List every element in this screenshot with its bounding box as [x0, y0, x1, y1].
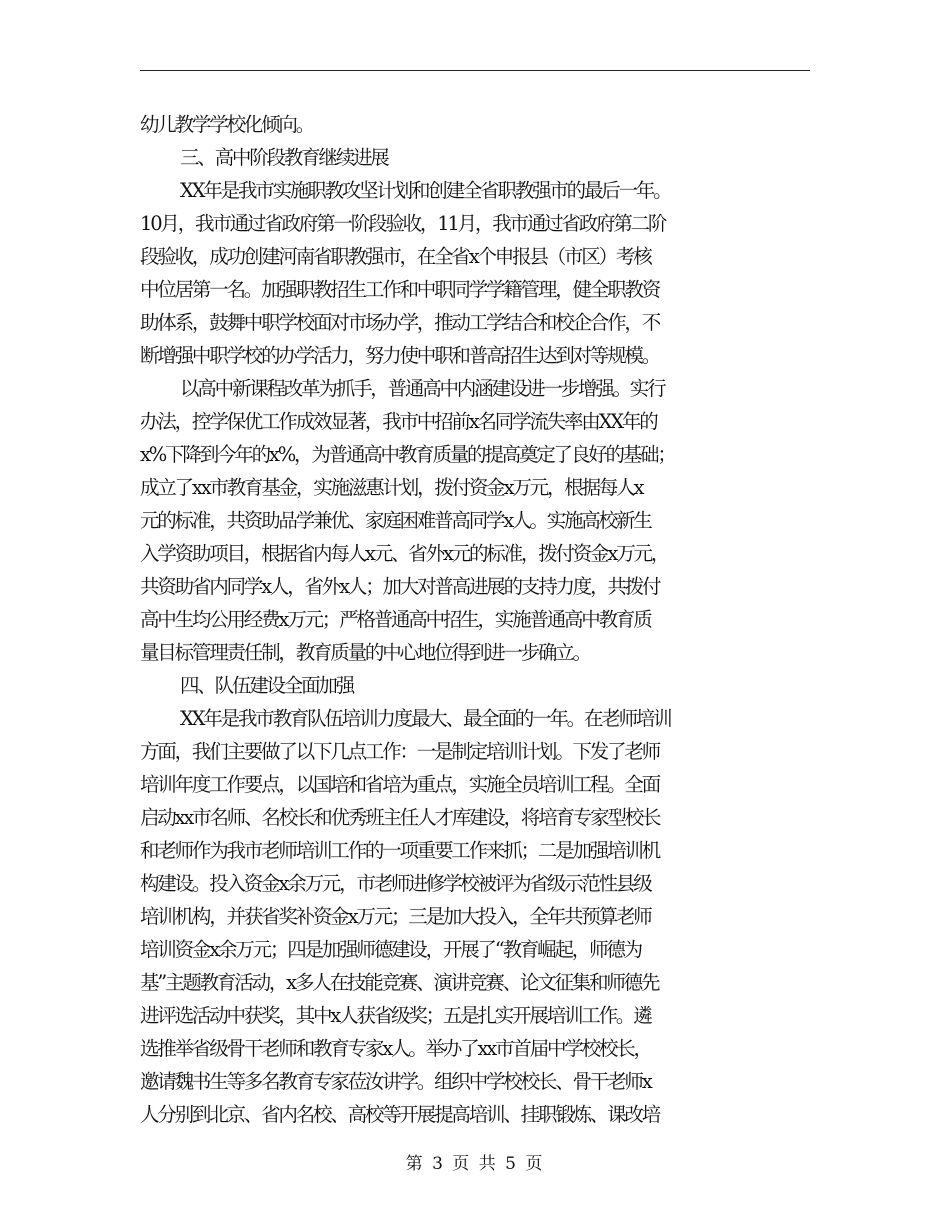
text-line: 量目标管理责任制，教育质量的中心地位得到进一步确立。 — [140, 641, 590, 664]
text-line: 选推举省级骨干老师和教育专家x人。举办了xx市首届中学校校长， — [140, 1037, 651, 1060]
text-line: 构建设。投入资金x余万元，市老师进修学校被评为省级示范性县级 — [140, 872, 651, 895]
text-line: 成立了xx市教育基金，实施滋惠计划，拨付资金x万元，根据每人x — [140, 476, 643, 499]
text-line: 方面，我们主要做了以下几点工作：一是制定培训计划。下发了老师 — [140, 740, 660, 763]
text-line: 助体系，鼓舞中职学校面对市场办学，推动工学结合和校企合作，不 — [140, 311, 660, 334]
page-number: 第 3 页 共 5 页 — [405, 1154, 545, 1174]
text-line: 办法，控学保优工作成效显著，我市中招前x名同学流失率由XX年的 — [140, 410, 657, 433]
text-line: 培训机构，并获省奖补资金x万元；三是加大投入，全年共预算老师 — [140, 905, 651, 928]
text-line: 和老师作为我市老师培训工作的一项重要工作来抓；二是加强培训机 — [140, 839, 660, 862]
text-line: 三、高中阶段教育继续进展 — [180, 146, 388, 169]
text-line: 共资助省内同学x人，省外x人；加大对普高进展的支持力度，共拨付 — [140, 575, 660, 598]
text-line: 启动xx市名师、名校长和优秀班主任人才库建设，将培育专家型校长 — [140, 806, 660, 829]
text-line: 基”主题教育活动，x多人在技能竞赛、演讲竞赛、论文征集和师德先 — [140, 971, 659, 994]
text-line: 进评选活动中获奖，其中x人获省级奖；五是扎实开展培训工作。遴 — [140, 1004, 651, 1027]
header-rule — [140, 70, 810, 71]
text-line: 人分别到北京、省内名校、高校等开展提高培训、挂职锻炼、课改培 — [140, 1103, 660, 1126]
text-line: 段验收，成功创建河南省职教强市，在全省x个申报县（市区）考核 — [140, 245, 651, 268]
text-line: 元的标准，共资助品学兼优、家庭困难普高同学x人。实施高校新生 — [140, 509, 651, 532]
text-line: 幼儿教学学校化倾向。 — [140, 113, 314, 136]
text-line: 培训年度工作要点，以国培和省培为重点，实施全员培训工程。全面 — [140, 773, 660, 796]
text-line: 培训资金x余万元；四是加强师德建设，开展了“教育崛起，师德为 — [140, 938, 641, 961]
document-body — [140, 108, 820, 1131]
text-line: 入学资助项目，根据省内每人x元、省外x元的标准，拨付资金x万元， — [140, 542, 669, 565]
text-line: 邀请魏书生等多名教育专家莅汝讲学。组织中学校校长、骨干老师x — [140, 1070, 651, 1093]
text-line: x%下降到今年的x%，为普通高中教育质量的提高奠定了良好的基础； — [140, 443, 675, 466]
text-line: 以高中新课程改革为抓手，普通高中内涵建设进一步增强。实行 — [180, 377, 665, 400]
text-line: 高中生均公用经费x万元；严格普通高中招生，实施普通高中教育质 — [140, 608, 651, 631]
text-line: 中位居第一名。加强职教招生工作和中职同学学籍管理，健全职教资 — [140, 278, 660, 301]
text-line: 10月，我市通过省政府第一阶段验收，11月，我市通过省政府第二阶 — [140, 212, 666, 235]
text-line: XX年是我市实施职教攻坚计划和创建全省职教强市的最后一年。 — [180, 179, 671, 202]
text-line: 断增强中职学校的办学活力，努力使中职和普高招生达到对等规模。 — [140, 344, 660, 367]
text-line: XX年是我市教育队伍培训力度最大、最全面的一年。在老师培训 — [180, 707, 671, 730]
text-line: 四、队伍建设全面加强 — [180, 674, 354, 697]
